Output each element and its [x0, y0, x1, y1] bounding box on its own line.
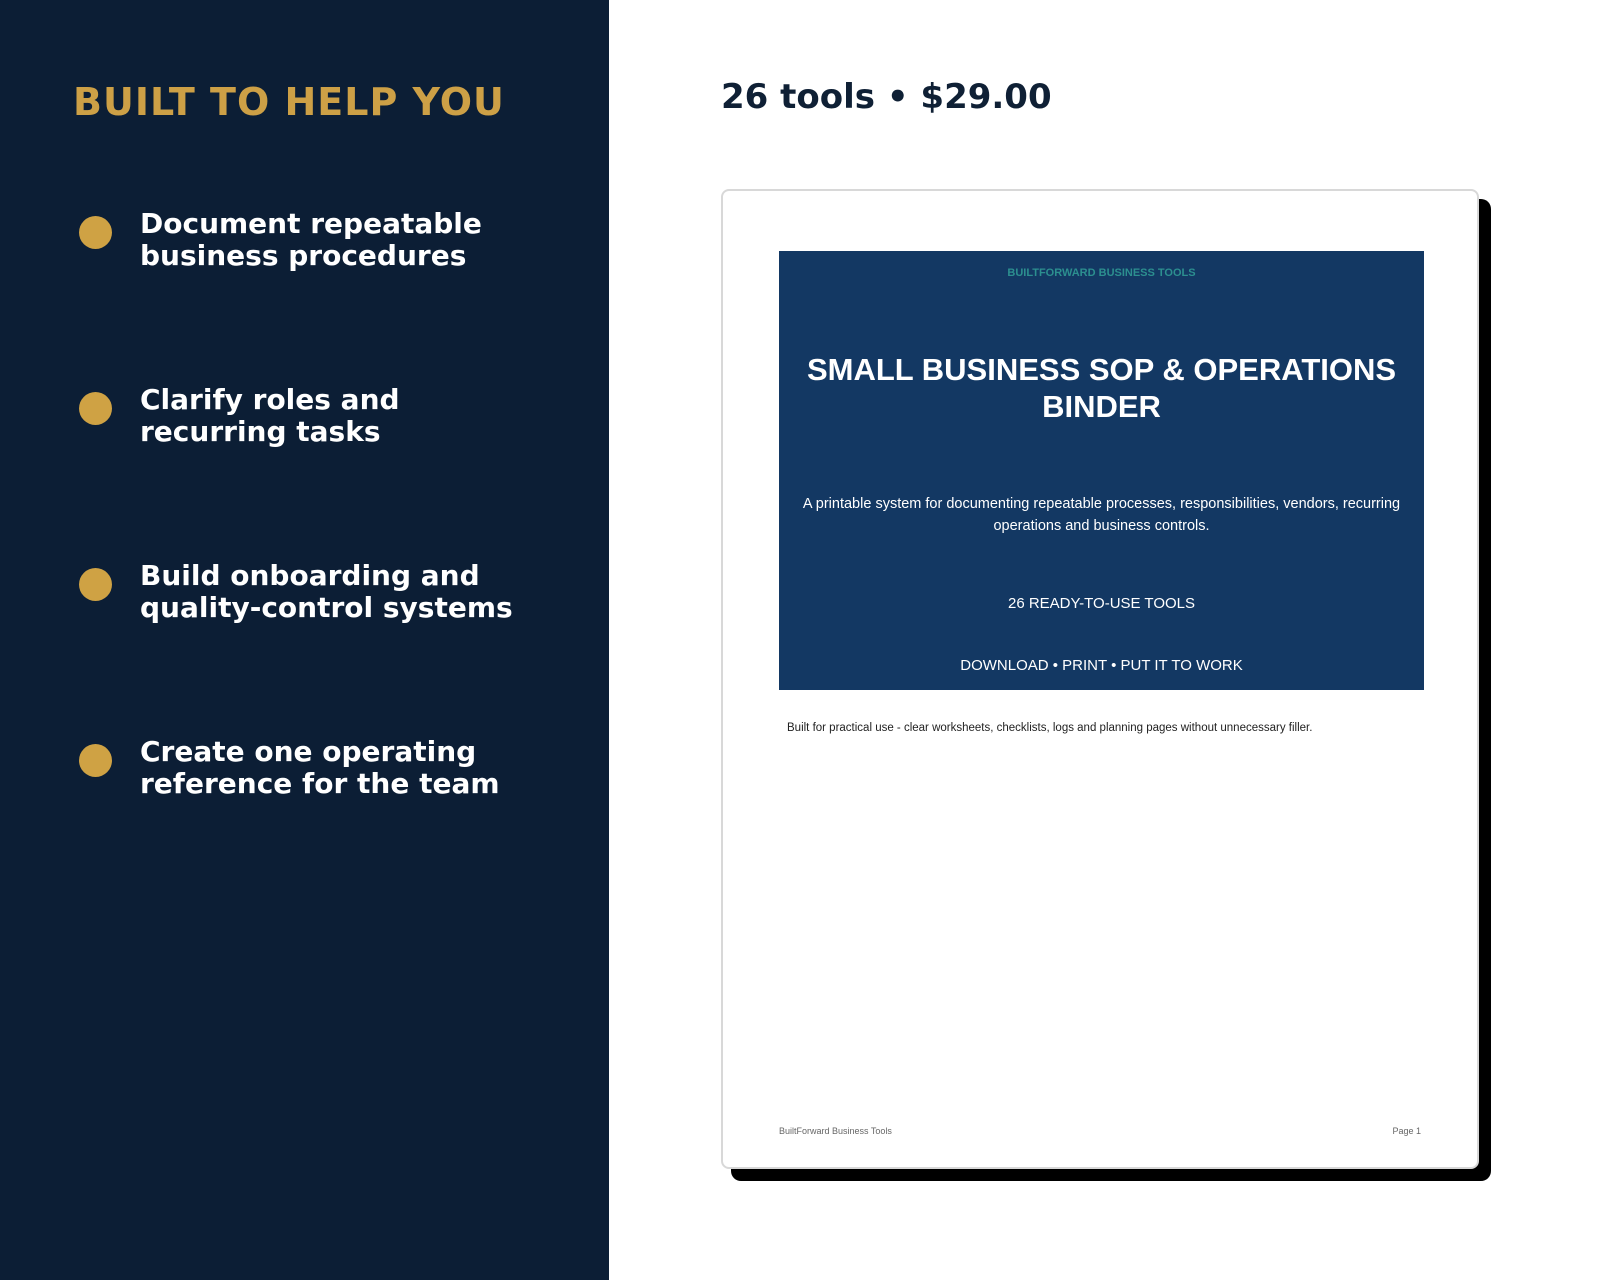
bullet-dot-icon	[79, 392, 112, 425]
price-line: 26 tools • $29.00	[721, 77, 1052, 117]
bullet-dot-icon	[79, 216, 112, 249]
cover-subtitle: A printable system for documenting repeatable processes, responsibilities, vendors, recurring operations and business controls.	[802, 496, 1401, 534]
benefit-text: Clarify roles and recurring tasks	[140, 383, 400, 448]
benefit-text: Build onboarding and quality-control systems	[140, 559, 513, 624]
cover-cta: DOWNLOAD • PRINT • PUT IT TO WORK	[960, 657, 1243, 674]
benefit-text: Create one operating reference for the team	[140, 735, 500, 800]
bullet-dot-icon	[79, 568, 112, 601]
tool-count: 26 READY-TO-USE TOOLS	[1007, 595, 1196, 612]
benefits-heading: BUILT TO HELP YOU	[73, 80, 505, 124]
cover-eyebrow: BUILTFORWARD BUSINESS TOOLS	[1007, 267, 1196, 279]
bullet-dot-icon	[79, 744, 112, 777]
cover-title: SMALL BUSINESS SOP & OPERATIONS BINDER	[806, 352, 1397, 424]
document-preview	[721, 189, 1479, 1169]
benefit-text: Document repeatable business procedures	[140, 207, 482, 272]
page-number: Page 1	[1392, 1126, 1421, 1136]
cover-block	[779, 251, 1424, 690]
footer-brand: BuiltForward Business Tools	[779, 1126, 892, 1136]
benefits-panel	[0, 0, 609, 1280]
document-note: Built for practical use - clear worksheets, checklists, logs and planning pages without unnecessary filler.	[787, 722, 1313, 734]
